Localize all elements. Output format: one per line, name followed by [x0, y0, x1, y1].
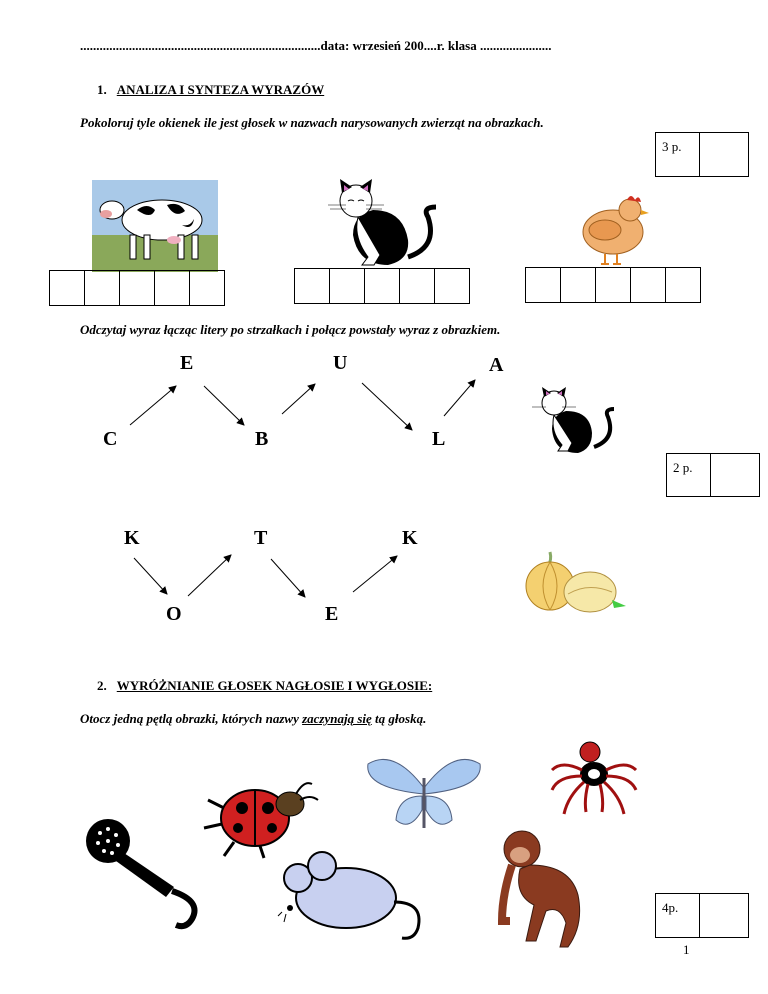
- butterfly-icon: [362, 758, 486, 838]
- letter-a: A: [489, 354, 504, 376]
- cat-icon: [528, 385, 618, 455]
- instruction-underlined: zaczynają się: [302, 711, 372, 726]
- section2-title: WYRÓŻNIANIE GŁOSEK NAGŁOSIE I WYGŁOSIE:: [116, 678, 433, 693]
- header-line: ..........................................................................data: wrzesień 200....r. klasa ......................: [80, 38, 552, 53]
- letter-l: L: [432, 428, 446, 450]
- letter-b: B: [255, 428, 269, 450]
- letter-e: E: [180, 352, 194, 374]
- letter-c: C: [103, 428, 118, 450]
- letter-k: K: [124, 527, 140, 549]
- section1-title: ANALIZA I SYNTEZA WYRAZÓW: [116, 82, 325, 97]
- letter-e: E: [325, 603, 339, 625]
- onion-icon: [520, 548, 630, 618]
- arrow: [130, 386, 176, 425]
- ladybug-icon: [200, 768, 320, 858]
- arrow: [134, 558, 167, 594]
- score-box-4p: [655, 893, 749, 938]
- instruction-post: tą głoską.: [371, 711, 427, 726]
- section1-instruction: Pokoloruj tyle okienek ile jest głosek w nazwach narysowanych zwierząt na obrazkach.: [80, 115, 544, 130]
- score-blank[interactable]: [711, 454, 759, 496]
- arrow: [444, 380, 475, 416]
- mouse-icon: [282, 852, 432, 944]
- section1b-instruction: Odczytaj wyraz łącząc litery po strzałkach i połącz powstały wyraz z obrazkiem.: [80, 322, 501, 337]
- score-label: 2 p.: [667, 454, 711, 496]
- letter-k: K: [402, 527, 418, 549]
- arrow: [188, 555, 231, 596]
- microphone-icon: [80, 815, 220, 935]
- section2-number: 2.: [97, 678, 107, 693]
- letter-t: T: [254, 527, 268, 549]
- page-number: 1: [683, 942, 690, 957]
- arrow: [353, 556, 397, 592]
- arrow: [204, 386, 244, 425]
- score-label: 4p.: [656, 894, 700, 937]
- monkey-icon: [490, 825, 600, 955]
- letter-o: O: [166, 603, 182, 625]
- letter-u: U: [333, 352, 348, 374]
- score-box-2p: [666, 453, 760, 497]
- arrow: [271, 559, 305, 597]
- spider-icon: [546, 740, 642, 820]
- arrow: [362, 383, 412, 430]
- section2-instruction: [80, 711, 426, 727]
- score-blank[interactable]: [700, 894, 748, 937]
- section2-heading: [97, 678, 432, 694]
- instruction-pre: Otocz jedną pętlą obrazki, których nazwy: [80, 711, 303, 726]
- score-label: 3 p.: [656, 133, 700, 176]
- section1-number: 1.: [97, 82, 107, 97]
- arrow: [282, 384, 315, 414]
